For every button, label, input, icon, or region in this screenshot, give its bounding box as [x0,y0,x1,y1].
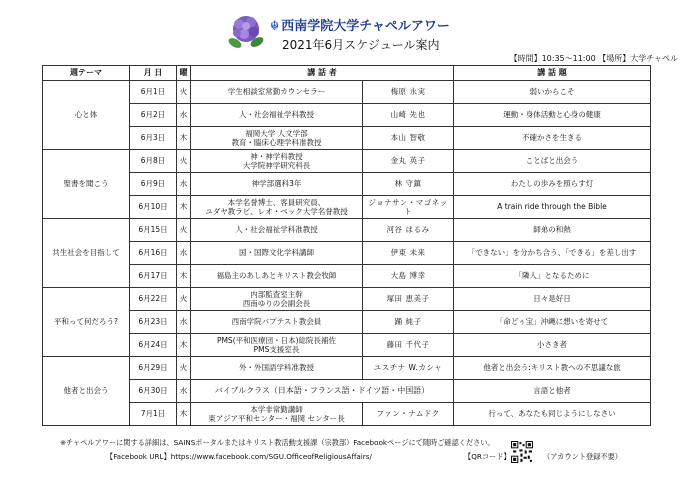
date-cell: 6月2日 [130,104,177,127]
weekday-cell: 木 [177,127,191,150]
table-row [43,150,651,173]
topic-cell: 日々是好日 [454,288,651,311]
table-row [43,380,651,403]
speaker-cell: 塚田 恵美子 [363,288,454,311]
weekday-cell: 水 [177,242,191,265]
topic-cell: 行って、あなたも同じようにしなさい [454,403,651,426]
topic-cell: A train ride through the Bible [454,196,651,219]
topic-cell: 「命どぅ宝」沖縄に想いを寄せて [454,311,651,334]
week-theme: 聖書を聞こう [43,150,130,219]
speaker-cell: 踊 純子 [363,311,454,334]
weekday-cell: 火 [177,288,191,311]
topic-cell: 小さき者 [454,334,651,357]
week-theme: 共生社会を目指して [43,219,130,288]
topic-cell: 言語と他者 [454,380,651,403]
date-cell: 6月22日 [130,288,177,311]
date-cell: 7月1日 [130,403,177,426]
header-theme: 週テーマ [43,66,130,81]
affiliation-cell: 西南学院バプテスト教会員 [191,311,363,334]
speaker-cell: 金丸 英子 [363,150,454,173]
schedule-table [42,65,651,426]
facebook-url-link[interactable]: 【Facebook URL】https://www.facebook.com/SGU.OfficeofReligiousAffairs/ [106,452,372,461]
time-place-info: 【時間】10:35～11:00 【場所】大学チャペル [509,54,678,63]
header-speaker: 講 話 者 [191,66,454,81]
table-row [43,173,651,196]
weekday-cell: 水 [177,311,191,334]
topic-cell: 不確かさを生きる [454,127,651,150]
school-emblem-icon: ☬ [270,19,280,34]
speaker-cell: 本山 智敬 [363,127,454,150]
table-row [43,311,651,334]
weekday-cell: 水 [177,380,191,403]
page-header [0,0,700,63]
header-topic: 講 話 題 [454,66,651,81]
affiliation-cell: 本学名誉博士、客員研究員、 ユダヤ教ラビ、レオ・ベック大学名誉教授 [191,196,363,219]
weekday-cell: 水 [177,104,191,127]
topic-cell: 「できない」を分かち合う、「できる」を差し出す [454,242,651,265]
weekday-cell: 水 [177,173,191,196]
affiliation-cell: 国・国際文化学科講師 [191,242,363,265]
table-row [43,242,651,265]
affiliation-cell: 神学部選科3年 [191,173,363,196]
speaker-cell: 林 守鎮 [363,173,454,196]
table-row [43,196,651,219]
weekday-cell: 火 [177,81,191,104]
header-date: 月 日 [130,66,177,81]
affiliation-cell: PMS(平和医療団・日本)総院長補佐 PMS支援室長 [191,334,363,357]
date-cell: 6月23日 [130,311,177,334]
qr-code-label: 【QRコード】 [464,452,511,461]
topic-cell: 弱いからこそ [454,81,651,104]
org-title-text: 西南学院大学チャペルアワー [281,19,450,34]
weekday-cell: 火 [177,150,191,173]
weekday-cell: 木 [177,334,191,357]
affiliation-cell: 外・外国語学科准教授 [191,357,363,380]
date-cell: 6月24日 [130,334,177,357]
date-cell: 6月29日 [130,357,177,380]
affiliation-cell: 学生相談室常勤カウンセラー [191,81,363,104]
date-cell: 6月3日 [130,127,177,150]
speaker-cell: ジョナサン・マゴネット [363,196,454,219]
speaker-cell: 大島 博幸 [363,265,454,288]
topic-cell: ことばと出会う [454,150,651,173]
affiliation-cell: バイブルクラス（日本語・フランス語・ドイツ語・中国語） [191,380,454,403]
date-cell: 6月9日 [130,173,177,196]
table-row [43,127,651,150]
date-cell: 6月10日 [130,196,177,219]
footer-note: ※チャペルアワーに関する詳細は、SAINSポータルまたはキリスト教活動支援課（宗教部）Facebookページにて随時ご確認ください。 [60,438,495,447]
speaker-cell: ファン・ナムドク [363,403,454,426]
date-cell: 6月15日 [130,219,177,242]
affiliation-cell: 人・社会福祉学科教授 [191,104,363,127]
speaker-cell: ユスチナ W.カシャ [363,357,454,380]
affiliation-cell: 福島主のあしあとキリスト教会牧師 [191,265,363,288]
table-row [43,104,651,127]
weekday-cell: 火 [177,357,191,380]
affiliation-cell: 神・神学科教授 大学院神学研究科長 [191,150,363,173]
table-row [43,357,651,380]
table-row [43,403,651,426]
schedule-subtitle: 2021年6月スケジュール案内 [282,38,440,52]
speaker-cell: 藤田 千代子 [363,334,454,357]
week-theme: 他者と出会う [43,357,130,426]
account-note: （アカウント登録不要） [543,452,622,461]
affiliation-cell: 人・社会福祉学科准教授 [191,219,363,242]
topic-cell: 「隣人」となるために [454,265,651,288]
date-cell: 6月30日 [130,380,177,403]
table-row [43,334,651,357]
speaker-cell: 山崎 先也 [363,104,454,127]
topic-cell: 師弟の和熱 [454,219,651,242]
org-title [270,15,450,34]
date-cell: 6月17日 [130,265,177,288]
table-row [43,219,651,242]
week-theme: 心と体 [43,81,130,150]
date-cell: 6月8日 [130,150,177,173]
weekday-cell: 木 [177,265,191,288]
table-row [43,81,651,104]
weekday-cell: 木 [177,403,191,426]
topic-cell: わたしの歩みを照らす灯 [454,173,651,196]
table-row [43,265,651,288]
affiliation-cell: 福岡大学 人文学部 教育・臨床心理学科准教授 [191,127,363,150]
hydrangea-logo-icon [226,12,266,52]
header-weekday: 曜 [177,66,191,81]
table-header-row [43,66,651,81]
date-cell: 6月16日 [130,242,177,265]
table-row [43,288,651,311]
weekday-cell: 木 [177,196,191,219]
date-cell: 6月1日 [130,81,177,104]
speaker-cell: 河谷 はるみ [363,219,454,242]
speaker-cell: 伊東 未来 [363,242,454,265]
affiliation-cell: 本学非常勤講師 東アジア平和センター・福岡 センター長 [191,403,363,426]
weekday-cell: 火 [177,219,191,242]
qr-code-icon[interactable] [511,441,533,463]
topic-cell: 他者と出会う:キリスト教への不思議な旅 [454,357,651,380]
speaker-cell: 梅原 永実 [363,81,454,104]
affiliation-cell: 内部監査室主幹 西南ゆりの会副会長 [191,288,363,311]
week-theme: 平和って何だろう? [43,288,130,357]
schedule-body [43,81,651,426]
topic-cell: 運動・身体活動と心身の健康 [454,104,651,127]
